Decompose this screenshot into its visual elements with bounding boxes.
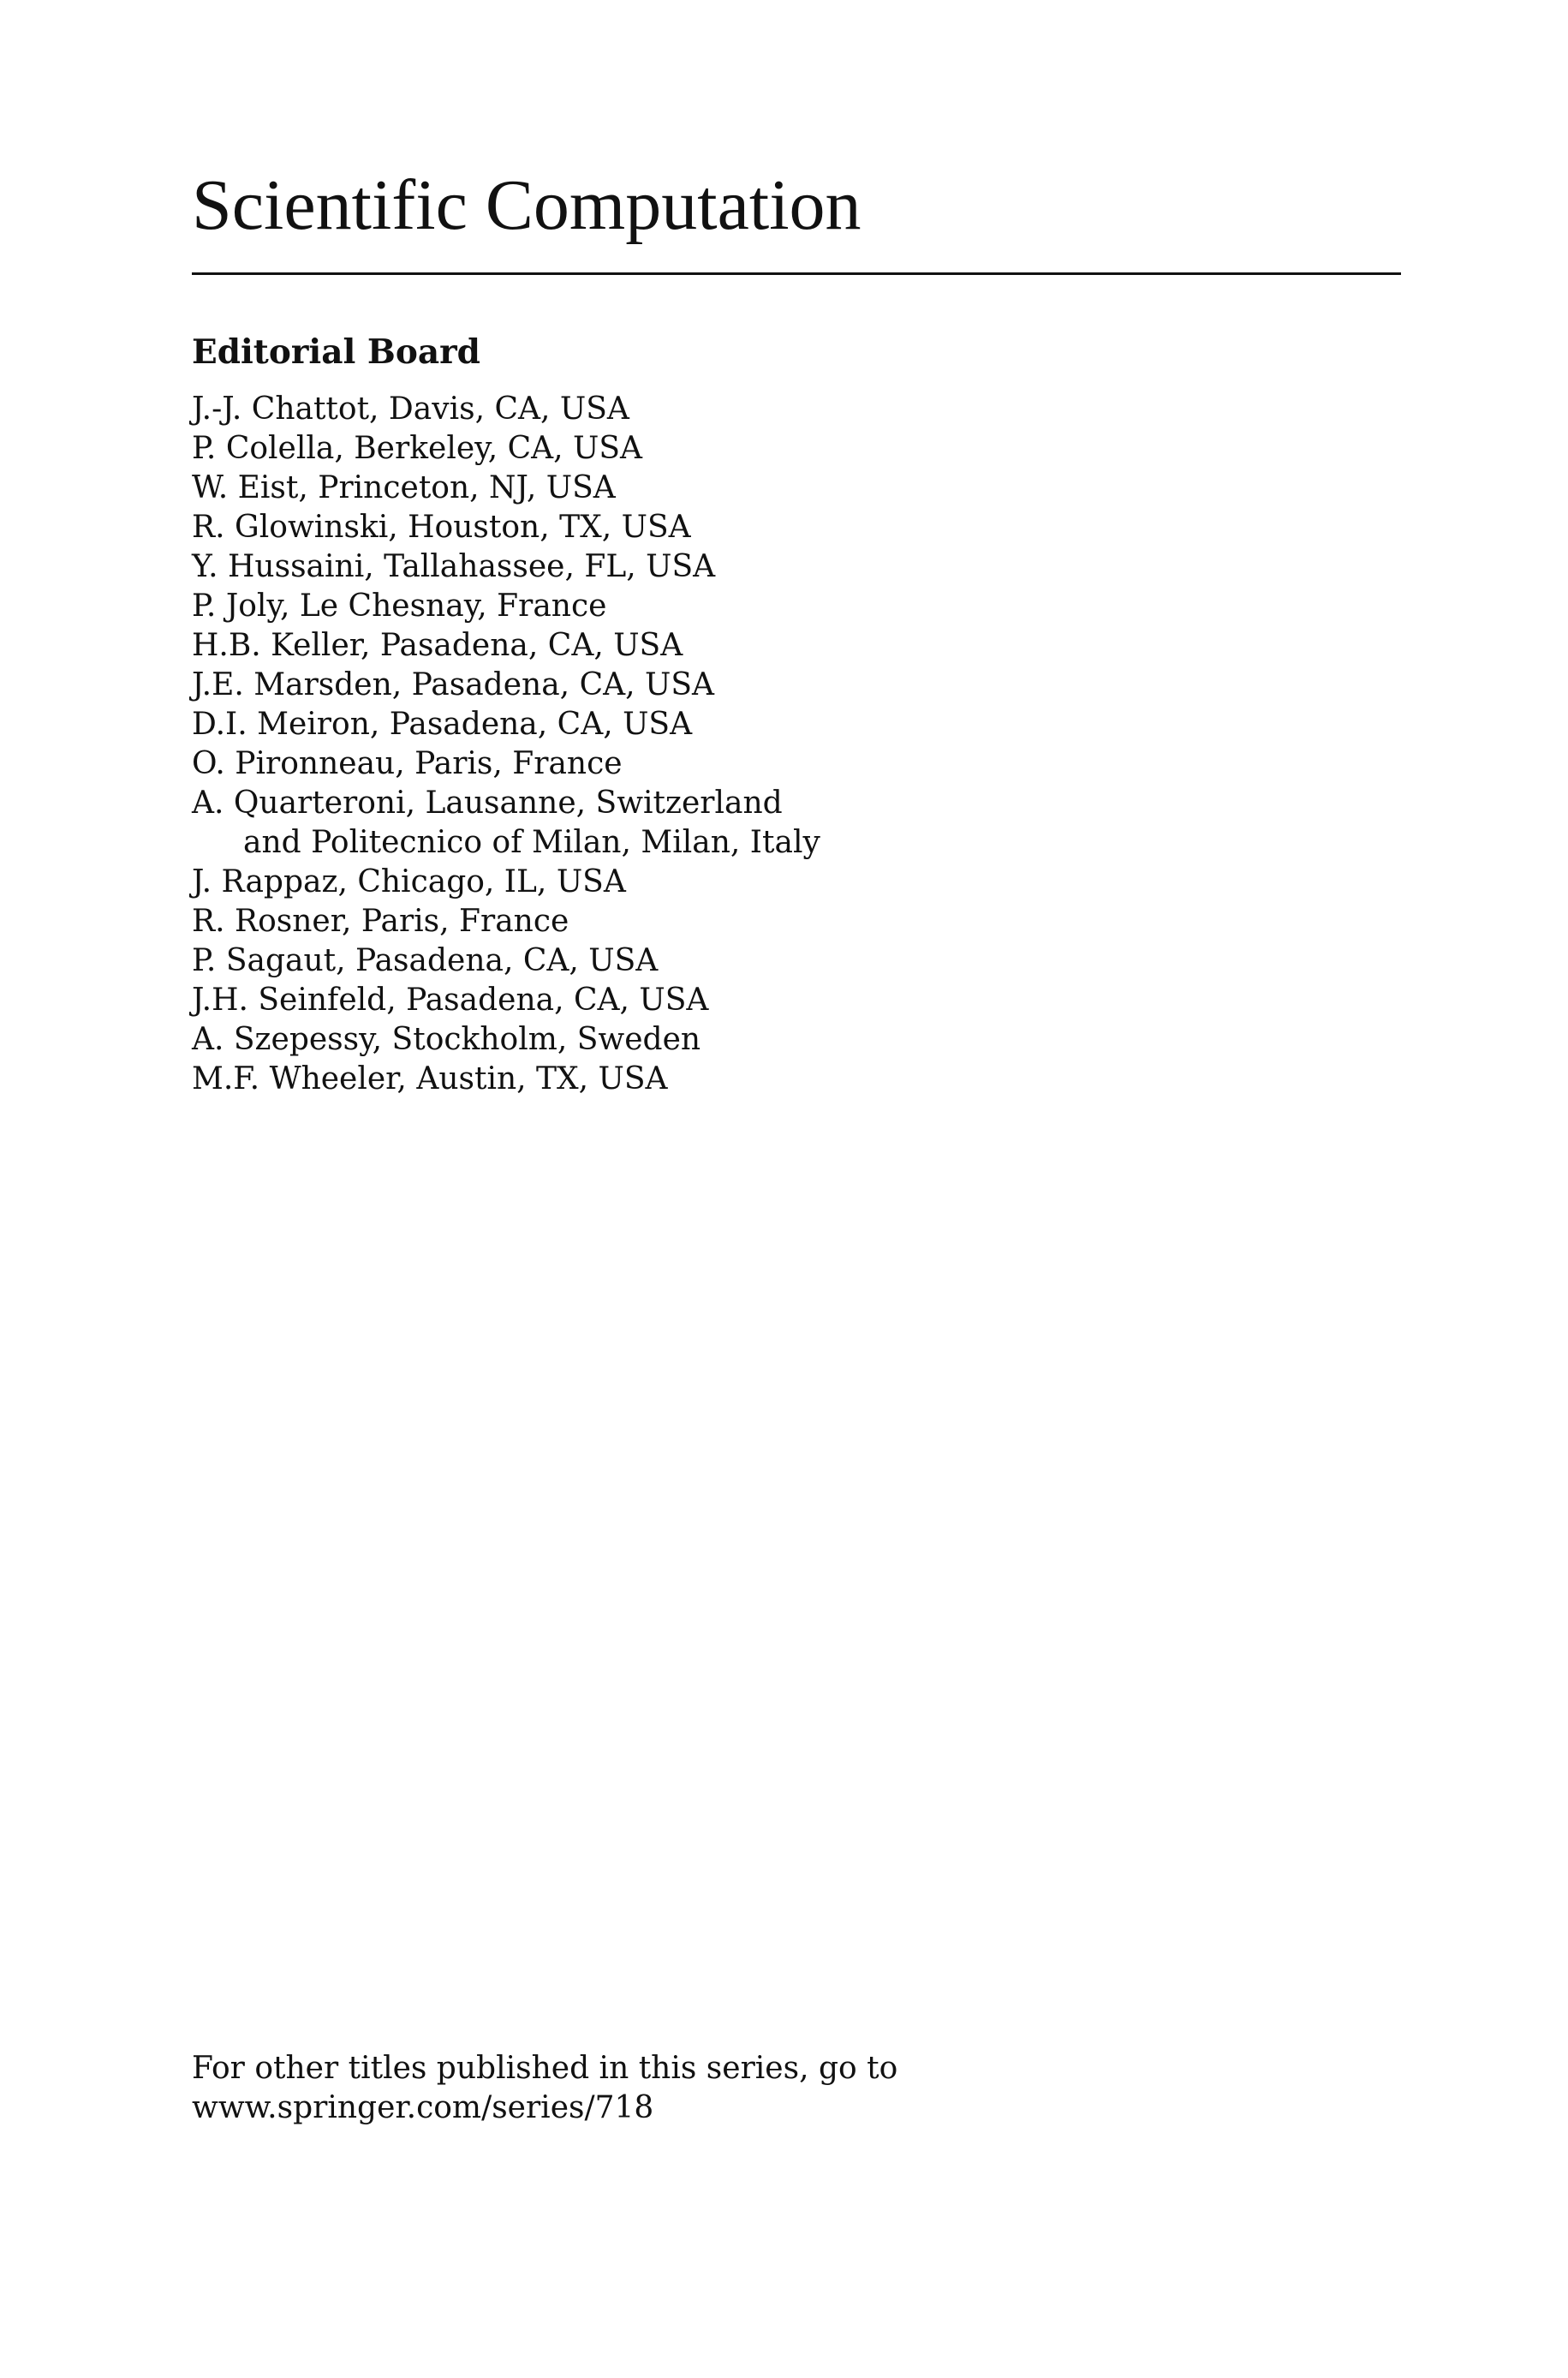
board-member: J.-J. Chattot, Davis, CA, USA: [192, 391, 629, 427]
board-member: P. Joly, Le Chesnay, France: [192, 589, 607, 624]
footer-text: For other titles published in this series, go to: [192, 2051, 898, 2086]
board-member-continuation: and Politecnico of Milan, Milan, Italy: [243, 825, 820, 860]
editorial-board-heading: Editorial Board: [192, 332, 480, 372]
board-member: M.F. Wheeler, Austin, TX, USA: [192, 1061, 668, 1096]
board-member: A. Quarteroni, Lausanne, Switzerland: [192, 786, 783, 821]
board-member: H.B. Keller, Pasadena, CA, USA: [192, 628, 683, 663]
series-footer-note: [192, 2049, 897, 2128]
board-member: P. Sagaut, Pasadena, CA, USA: [192, 943, 659, 978]
board-member: J.E. Marsden, Pasadena, CA, USA: [192, 667, 714, 702]
series-url: www.springer.com/series/718: [192, 2090, 654, 2125]
board-member: P. Colella, Berkeley, CA, USA: [192, 431, 643, 466]
board-member: D.I. Meiron, Pasadena, CA, USA: [192, 707, 693, 742]
series-title: Scientific Computation: [192, 165, 862, 245]
board-member: R. Rosner, Paris, France: [192, 904, 569, 939]
board-member: R. Glowinski, Houston, TX, USA: [192, 510, 691, 545]
board-member: W. Eist, Princeton, NJ, USA: [192, 470, 616, 505]
board-member: A. Szepessy, Stockholm, Sweden: [192, 1022, 701, 1057]
board-member: O. Pironneau, Paris, France: [192, 746, 623, 781]
title-rule: [192, 272, 1401, 275]
board-member: J. Rappaz, Chicago, IL, USA: [192, 864, 626, 899]
board-member: Y. Hussaini, Tallahassee, FL, USA: [192, 549, 716, 584]
board-member: J.H. Seinfeld, Pasadena, CA, USA: [192, 983, 709, 1018]
editorial-board-list: [192, 390, 820, 1099]
